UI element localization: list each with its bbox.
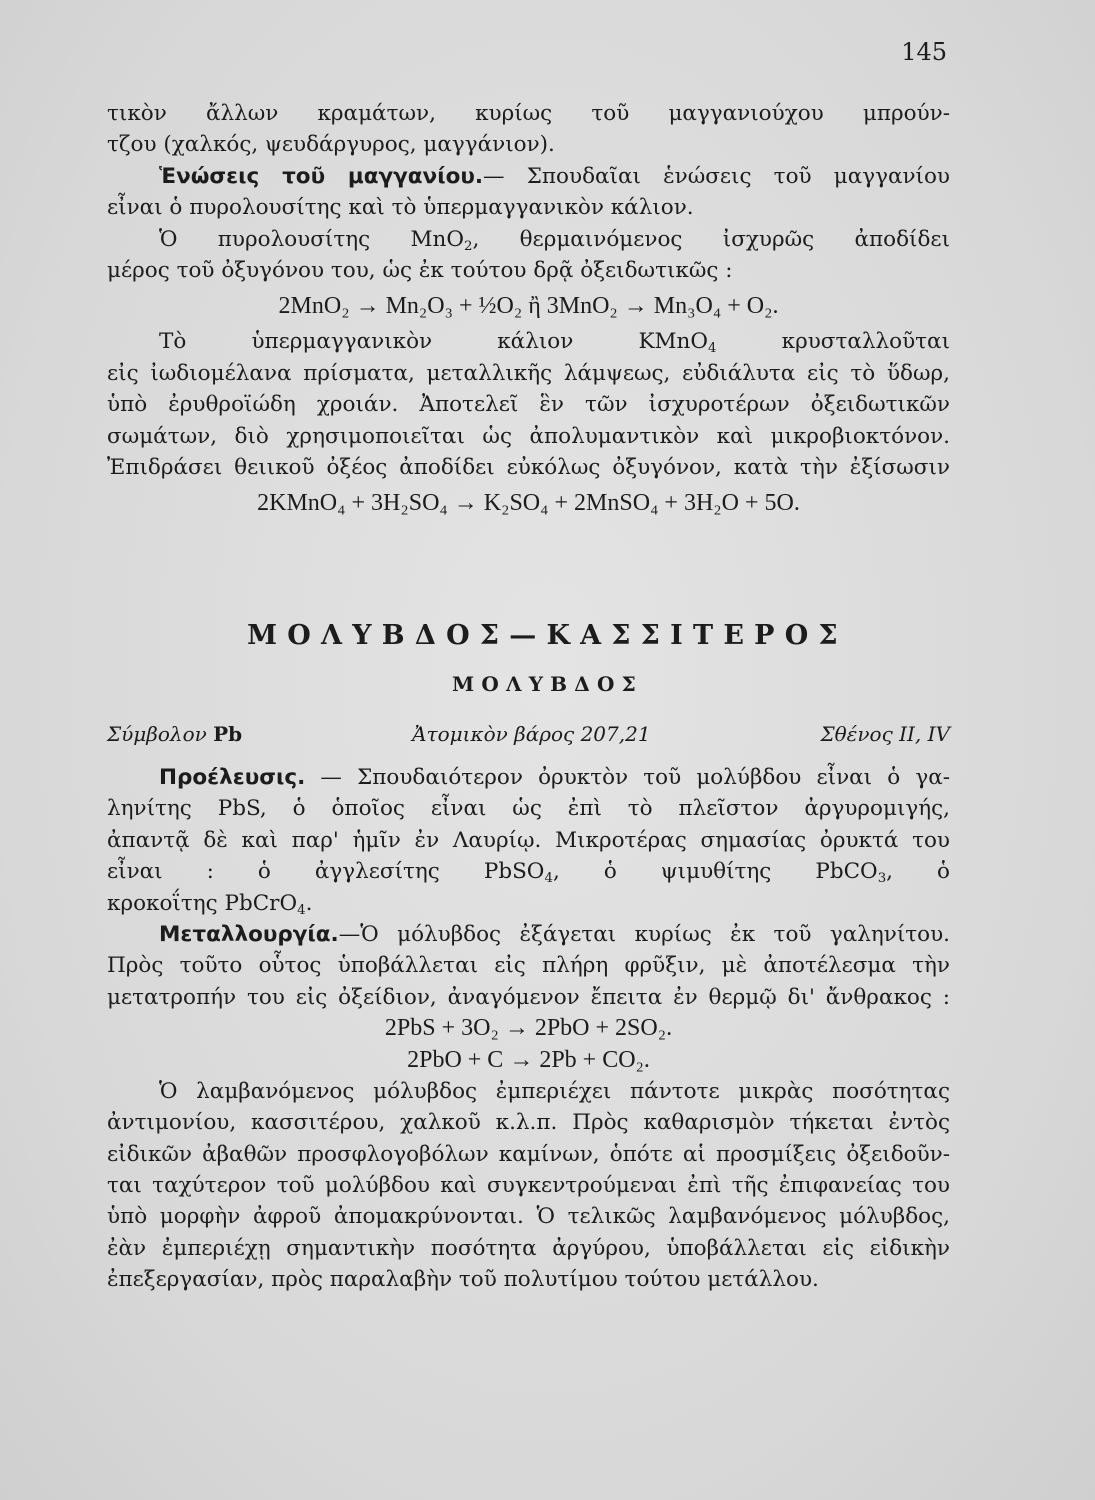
symbol-value: Pb bbox=[213, 722, 243, 746]
paragraph-heading: Ἑνώσεις τοῦ μαγγανίου. bbox=[159, 163, 484, 189]
manganese-section bbox=[107, 98, 950, 523]
text-span: κρυσταλλοῦται bbox=[716, 329, 950, 355]
text-line bbox=[107, 326, 950, 357]
subscript: 4 bbox=[544, 871, 553, 887]
symbol-info bbox=[107, 722, 242, 746]
element-info bbox=[107, 722, 950, 746]
text-line: ἐπεξεργασίαν, πρὸς παραλαβὴν τοῦ πολυτίμου τούτου μετάλλου. bbox=[107, 1267, 819, 1293]
text-line: τικὸν ἄλλων κραμάτων, κυρίως τοῦ μαγγανιούχου μπρούν- bbox=[107, 101, 950, 126]
valence: Σθένος II, IV bbox=[820, 722, 950, 746]
atomic-weight: Ἀτομικὸν βάρος 207,21 bbox=[412, 722, 651, 746]
page-number: 145 bbox=[901, 38, 947, 66]
text-line bbox=[107, 919, 950, 950]
text-line bbox=[107, 762, 950, 793]
paragraph-heading: Προέλευσις. bbox=[159, 765, 306, 790]
text-line: σωμάτων, διὸ χρησιμοποιεῖται ὡς ἀπολυμαντικὸν καὶ μικροβιοκτόνον. bbox=[107, 423, 950, 449]
text-span: , ὁ bbox=[886, 859, 950, 885]
text-line: ἐὰν ἐμπεριέχῃ σημαντικὴν ποσότητα ἀργύρου, ὑποβάλλεται εἰς εἰδικὴν bbox=[107, 1235, 950, 1261]
text-span: — Σπουδαιότερον ὀρυκτὸν τοῦ μολύβδου εἶναι ὁ γα- bbox=[305, 765, 950, 790]
equation: 2MnO₂ → Mn₂O₃ + ½O₂ ἢ 3MnO₂ → Mn₃O₄ + O₂. bbox=[278, 293, 779, 320]
text-span: , θερμαινόμενος ἰσχυρῶς ἀποδίδει bbox=[472, 226, 950, 252]
text-line bbox=[107, 888, 950, 919]
text-line: εἰς ἰωδιομέλανα πρίσματα, μεταλλικῆς λάμψεως, εὐδιάλυτα εἰς τὸ ὕδωρ, bbox=[107, 360, 950, 386]
text-line: Πρὸς τοῦτο οὗτος ὑποβάλλεται εἰς πλήρη φρῦξιν, μὲ ἀποτέλεσμα τὴν bbox=[107, 953, 950, 979]
text-line: Ἐπιδράσει θειικοῦ ὀξέος ἀποδίδει εὐκόλως ὀξυγόνον, κατὰ τὴν ἐξίσωσιν bbox=[107, 454, 950, 480]
paragraph-heading: Μεταλλουργία. bbox=[159, 921, 339, 947]
text-span: Τὸ ὑπερμαγγανικὸν κάλιον KMnO bbox=[159, 329, 708, 355]
text-line: ὑπὸ μορφὴν ἀφροῦ ἀπομακρύνονται. Ὁ τελικῶς λαμβανόμενος μόλυβδος, bbox=[107, 1204, 950, 1230]
text-line: ἀντιμονίου, κασσιτέρου, χαλκοῦ κ.λ.π. Πρὸς καθαρισμὸν τήκεται ἐντὸς bbox=[107, 1110, 950, 1136]
subscript: 4 bbox=[297, 902, 306, 918]
text-line: ται ταχύτερον τοῦ μολύβδου καὶ συγκεντρούμεναι ἐπὶ τῆς ἐπιφανείας του bbox=[107, 1173, 950, 1199]
text-span: . bbox=[305, 890, 313, 916]
equation: 2KMnO₄ + 3H₂SO₄ → K₂SO₄ + 2MnSO₄ + 3H₂O + 5O. bbox=[257, 490, 800, 517]
text-span: εἶναι : ὁ ἀγγλεσίτης PbSO bbox=[107, 859, 545, 885]
text-line: Ὁ λαμβανόμενος μόλυβδος ἐμπεριέχει πάντοτε μικρὰς ποσότητας bbox=[159, 1078, 950, 1104]
text-line: εἰδικῶν ἀβαθῶν προσφλογοβόλων καμίνων, ὁπότε αἱ προσμίξεις ὀξειδοῦν- bbox=[107, 1141, 950, 1167]
equation: 2PbO + C → 2Pb + CO₂. bbox=[407, 1046, 650, 1073]
text-line bbox=[107, 224, 950, 255]
text-line bbox=[107, 856, 950, 887]
equation: 2PbS + 3O₂ → 2PbO + 2SO₂. bbox=[384, 1015, 673, 1042]
text-line bbox=[107, 161, 950, 192]
text-line: εἶναι ὁ πυρολουσίτης καὶ τὸ ὑπερμαγγανικὸν κάλιον. bbox=[107, 195, 694, 221]
text-span: Ὁ πυρολουσίτης MnO bbox=[159, 226, 464, 252]
text-line: ἀπαντᾷ δὲ καὶ παρ' ἡμῖν ἐν Λαυρίῳ. Μικροτέρας σημασίας ὀρυκτά του bbox=[107, 827, 950, 853]
subscript: 3 bbox=[877, 871, 887, 887]
text-span: κροκοΐτης PbCrO bbox=[107, 890, 298, 916]
text-line: μέρος τοῦ ὀξυγόνου του, ὡς ἐκ τούτου δρᾷ ὀξειδωτικῶς : bbox=[107, 257, 733, 283]
text-line: ληνίτης PbS, ὁ ὁποῖος εἶναι ὡς ἐπὶ τὸ πλεῖστον ἀργυρομιγής, bbox=[107, 796, 950, 822]
text-span: —Ὁ μόλυβδος ἐξάγεται κυρίως ἐκ τοῦ γαληνίτου. bbox=[338, 921, 950, 947]
text-span: , ὁ ψιμυθίτης PbCO bbox=[552, 859, 878, 885]
section-title: ΜΟΛΥΒΔΟΣ bbox=[452, 672, 643, 696]
chapter-title: ΜΟΛΥΒΔΟΣ—ΚΑΣΣΙΤΕΡΟΣ bbox=[247, 620, 848, 651]
symbol-label: Σύμβολον bbox=[107, 722, 214, 746]
lead-section bbox=[107, 762, 950, 1296]
text-line: ὑπὸ ἐρυθροϊώδη χροιάν. Ἀποτελεῖ ἓν τῶν ἰσχυροτέρων ὀξειδωτικῶν bbox=[107, 392, 950, 418]
text-line: τζου (χαλκός, ψευδάργυρος, μαγγάνιον). bbox=[107, 132, 555, 158]
subscript: 2 bbox=[463, 238, 473, 254]
text-line: μετατροπήν του εἰς ὀξείδιον, ἀναγόμενον ἔπειτα ἐν θερμῷ δι' ἄνθρακος : bbox=[107, 984, 950, 1010]
text-span: — Σπουδαῖαι ἑνώσεις τοῦ μαγγανίου bbox=[483, 163, 950, 189]
subscript: 4 bbox=[708, 341, 717, 357]
